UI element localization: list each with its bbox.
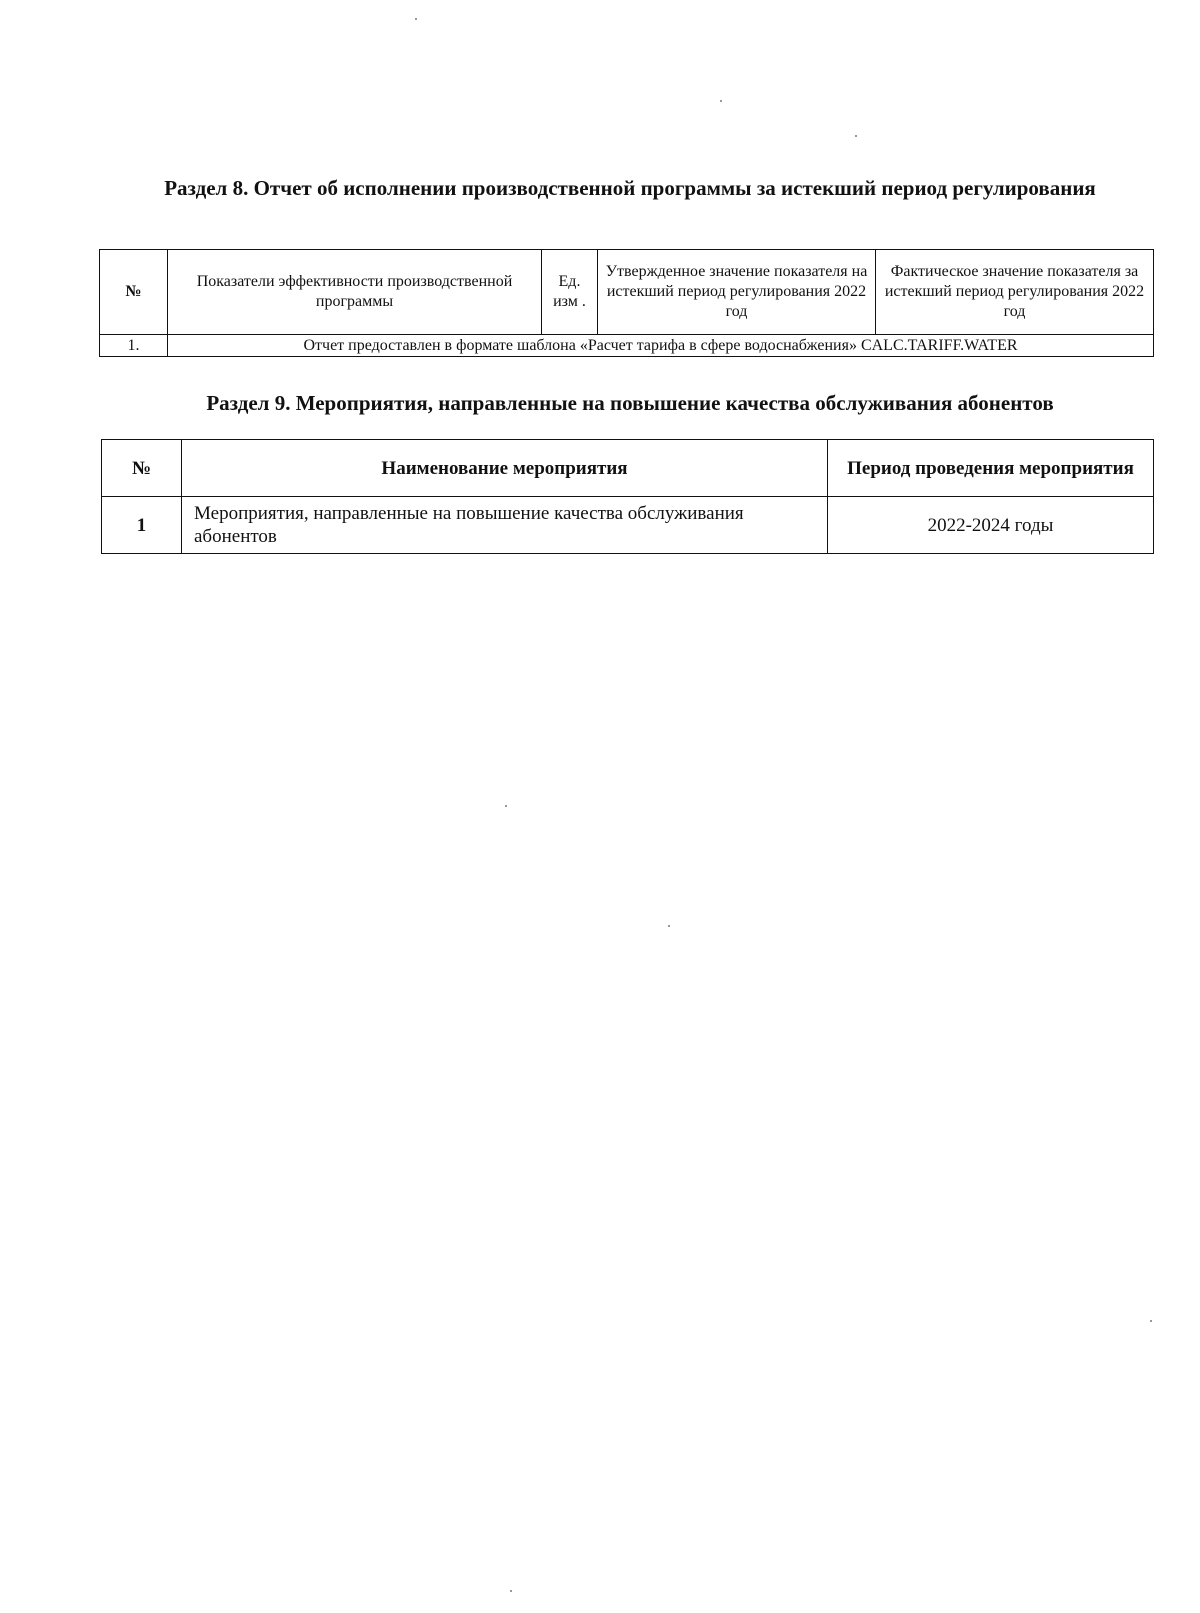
section-9-table (101, 439, 1154, 554)
column-header-number: № (102, 440, 182, 497)
column-header-period: Период проведения мероприятия (828, 440, 1154, 497)
column-header-approved-value: Утвержденное значение показателя на истекший период регулирования 2022 год (598, 250, 876, 335)
section-8-title: Раздел 8. Отчет об исполнении производственной программы за истекший период регулирования (164, 176, 1096, 200)
scan-speck (415, 18, 417, 20)
scan-speck (505, 805, 507, 807)
table-row (102, 497, 1154, 554)
section-9-title: Раздел 9. Мероприятия, направленные на повышение качества обслуживания абонентов (206, 391, 1054, 415)
column-header-measure-name: Наименование мероприятия (182, 440, 828, 497)
table-row (100, 335, 1154, 357)
row-period: 2022-2024 годы (828, 497, 1154, 554)
row-number: 1. (100, 335, 168, 357)
column-header-number: № (100, 250, 168, 335)
row-report-note: Отчет предоставлен в формате шаблона «Расчет тарифа в сфере водоснабжения» CALC.TARIFF.WATER (168, 335, 1154, 357)
column-header-indicators: Показатели эффективности производственной программы (168, 250, 542, 335)
section-8-table (99, 249, 1154, 357)
column-header-unit: Ед. изм . (542, 250, 598, 335)
column-header-actual-value: Фактическое значение показателя за истекший период регулирования 2022 год (876, 250, 1154, 335)
scan-speck (668, 925, 670, 927)
scan-speck (855, 135, 857, 137)
scan-speck (1150, 1320, 1152, 1322)
scan-speck (510, 1590, 512, 1592)
table-header-row (100, 250, 1154, 335)
row-number: 1 (102, 497, 182, 554)
row-measure-name: Мероприятия, направленные на повышение качества обслуживания абонентов (182, 497, 828, 554)
table-header-row (102, 440, 1154, 497)
scan-speck (720, 100, 722, 102)
